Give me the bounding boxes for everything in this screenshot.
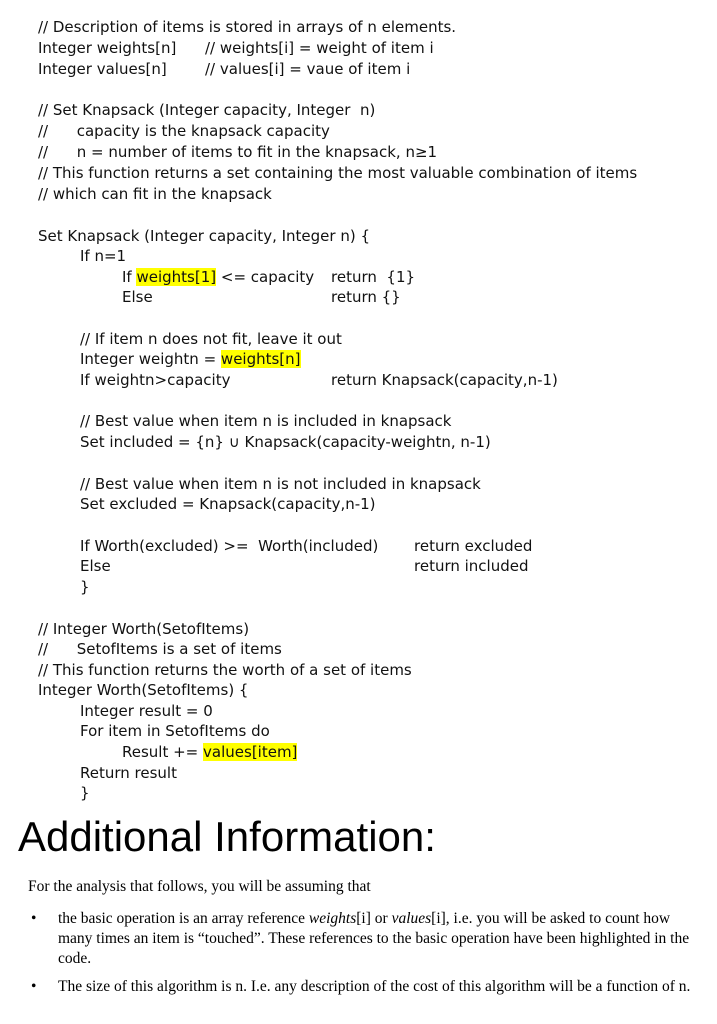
code-line: Else [80, 557, 111, 575]
code-line: // Best value when item n is included in knapsack [80, 412, 452, 430]
code-line: // Best value when item n is not included in knapsack [80, 475, 481, 493]
code-line: Integer Worth(SetofItems) { [38, 681, 249, 699]
code-line: Integer result = 0 [80, 702, 213, 720]
highlight-values-item: values[item] [203, 743, 298, 761]
code-line: Integer values[n] [38, 60, 167, 78]
highlight-weights-n: weights[n] [220, 350, 301, 368]
code-line: // Integer Worth(SetofItems) [38, 620, 250, 638]
highlight-weights-1: weights[1] [136, 268, 217, 286]
code-line: If weights[1] <= capacity [122, 268, 315, 286]
code-line: Set Knapsack (Integer capacity, Integer n) { [38, 227, 370, 245]
code-line: If weightn>capacity [80, 371, 231, 389]
code-line: Else [122, 288, 153, 306]
code-line: Return result [80, 764, 177, 782]
list-item: • The size of this algorithm is n. I.e. any description of the cost of this algorithm will be a function of n. [31, 978, 691, 995]
code-comment: // weights[i] = weight of item i [205, 39, 434, 57]
code-line: For item in SetofItems do [80, 722, 270, 740]
additional-info [28, 877, 698, 1005]
code-line: // capacity is the knapsack capacity [38, 122, 330, 140]
code-return: return included [414, 557, 529, 575]
bullet-icon: • [31, 978, 37, 995]
code-line: // This function returns the worth of a set of items [38, 661, 412, 679]
code-return: return {} [331, 288, 401, 306]
code-return: return excluded [414, 537, 533, 555]
code-line: Integer weightn = weights[n] [80, 350, 301, 368]
code-line: // If item n does not fit, leave it out [80, 330, 342, 348]
bullet-icon: • [31, 910, 37, 927]
code-line: If n=1 [80, 247, 127, 265]
code-return: return {1} [331, 268, 416, 286]
code-line: // which can fit in the knapsack [38, 185, 272, 203]
code-line: } [80, 578, 90, 596]
code-line: // Set Knapsack (Integer capacity, Integer n) [38, 101, 376, 119]
section-heading: Additional Information: [18, 813, 436, 860]
code-line: } [80, 784, 90, 802]
code-line: Set excluded = Knapsack(capacity,n-1) [80, 495, 376, 513]
code-return: return Knapsack(capacity,n-1) [331, 371, 558, 389]
code-line: Set included = {n} ∪ Knapsack(capacity-weightn, n-1) [80, 433, 491, 451]
code-line: // n = number of items to fit in the knapsack, n≥1 [38, 143, 438, 161]
intro-text: For the analysis that follows, you will be assuming that [28, 878, 371, 895]
code-comment: // values[i] = vaue of item i [205, 60, 411, 78]
list-item: • the basic operation is an array reference weights[i] or values[i], i.e. you will be asked to count how many times an item is “touched”. These references to the basic operation have been highlighted in the code. [31, 910, 690, 967]
code-line: If Worth(excluded) >= Worth(included) [80, 537, 379, 555]
code-line: Integer weights[n] [38, 39, 177, 57]
code-line: // SetofItems is a set of items [38, 640, 282, 658]
code-line: // Description of items is stored in arrays of n elements. [38, 18, 457, 36]
code-line: // This function returns a set containing the most valuable combination of items [38, 164, 638, 182]
code-line: Result += values[item] [122, 743, 298, 761]
